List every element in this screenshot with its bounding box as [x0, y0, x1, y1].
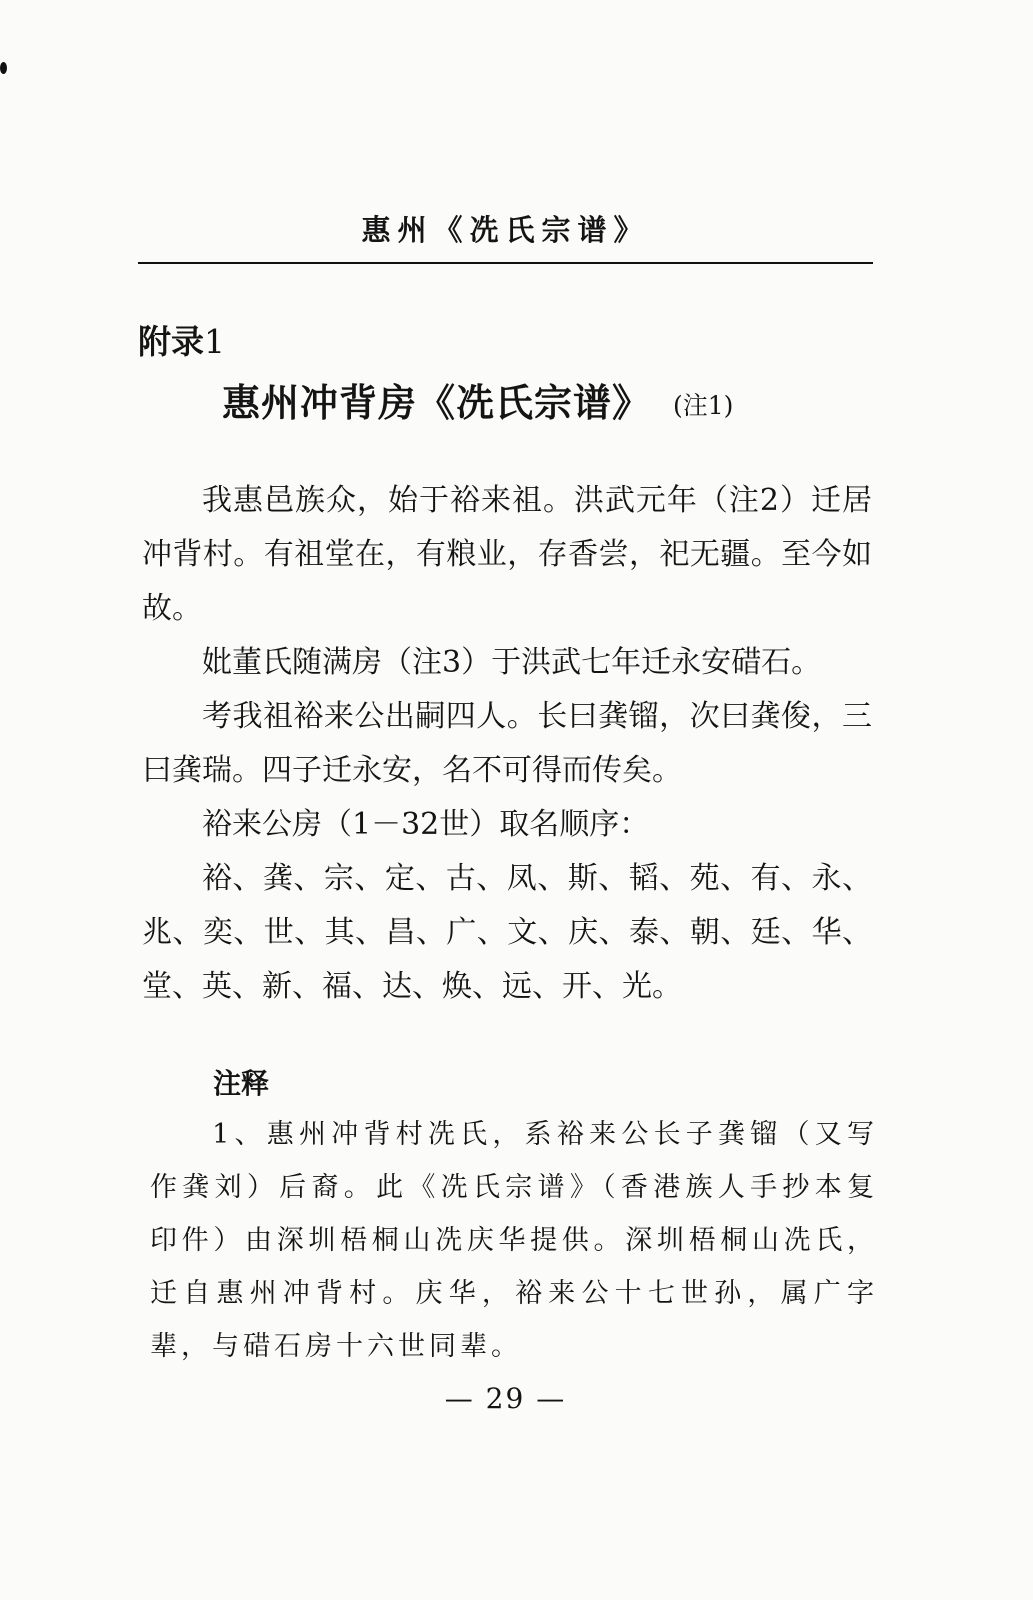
paragraph: 妣董氏随满房（注3）于洪武七年迁永安碏石。	[202, 645, 822, 680]
page-number: — 29 —	[444, 1382, 567, 1415]
notes-heading: 注释	[213, 1067, 270, 1100]
running-header: 惠州《冼氏宗谱》	[361, 213, 650, 247]
notes-text	[150, 1108, 878, 1373]
paragraph: 裕来公房（1－32世）取名顺序：	[202, 807, 650, 842]
appendix-label	[138, 316, 225, 363]
header-rule	[138, 262, 873, 264]
body-text	[142, 474, 872, 1014]
document-title-note: (注1)	[673, 391, 734, 420]
document-title	[222, 372, 733, 427]
appendix-label-text: 附录	[138, 322, 204, 361]
appendix-number: 1	[204, 322, 225, 361]
generation-name-list: 裕、龚、宗、定、古、凤、斯、韬、苑、有、永、兆、奕、世、其、昌、广、文、庆、泰、朝、廷、华、堂、英、新、福、达、焕、远、开、光。	[142, 861, 872, 1004]
paragraph: 考我祖裕来公出嗣四人。长曰龚镏，次曰龚俊，三曰龚瑞。四子迁永安，名不可得而传矣。	[142, 699, 872, 788]
note-item: 1、惠州冲背村冼氏，系裕来公长子龚镏（又写作龚刘）后裔。此《冼氏宗谱》（香港族人手抄本复印件）由深圳梧桐山冼庆华提供。深圳梧桐山冼氏，迁自惠州冲背村。庆华，裕来公十七世孙，属广字辈，与碏石房十六世同辈。	[150, 1119, 878, 1362]
document-title-main: 惠州冲背房《冼氏宗谱》	[222, 380, 652, 425]
scan-ink-mark	[0, 62, 7, 74]
paragraph: 我惠邑族众，始于裕来祖。洪武元年（注2）迁居冲背村。有祖堂在，有粮业，存香尝，祀无疆。至今如故。	[142, 483, 872, 626]
